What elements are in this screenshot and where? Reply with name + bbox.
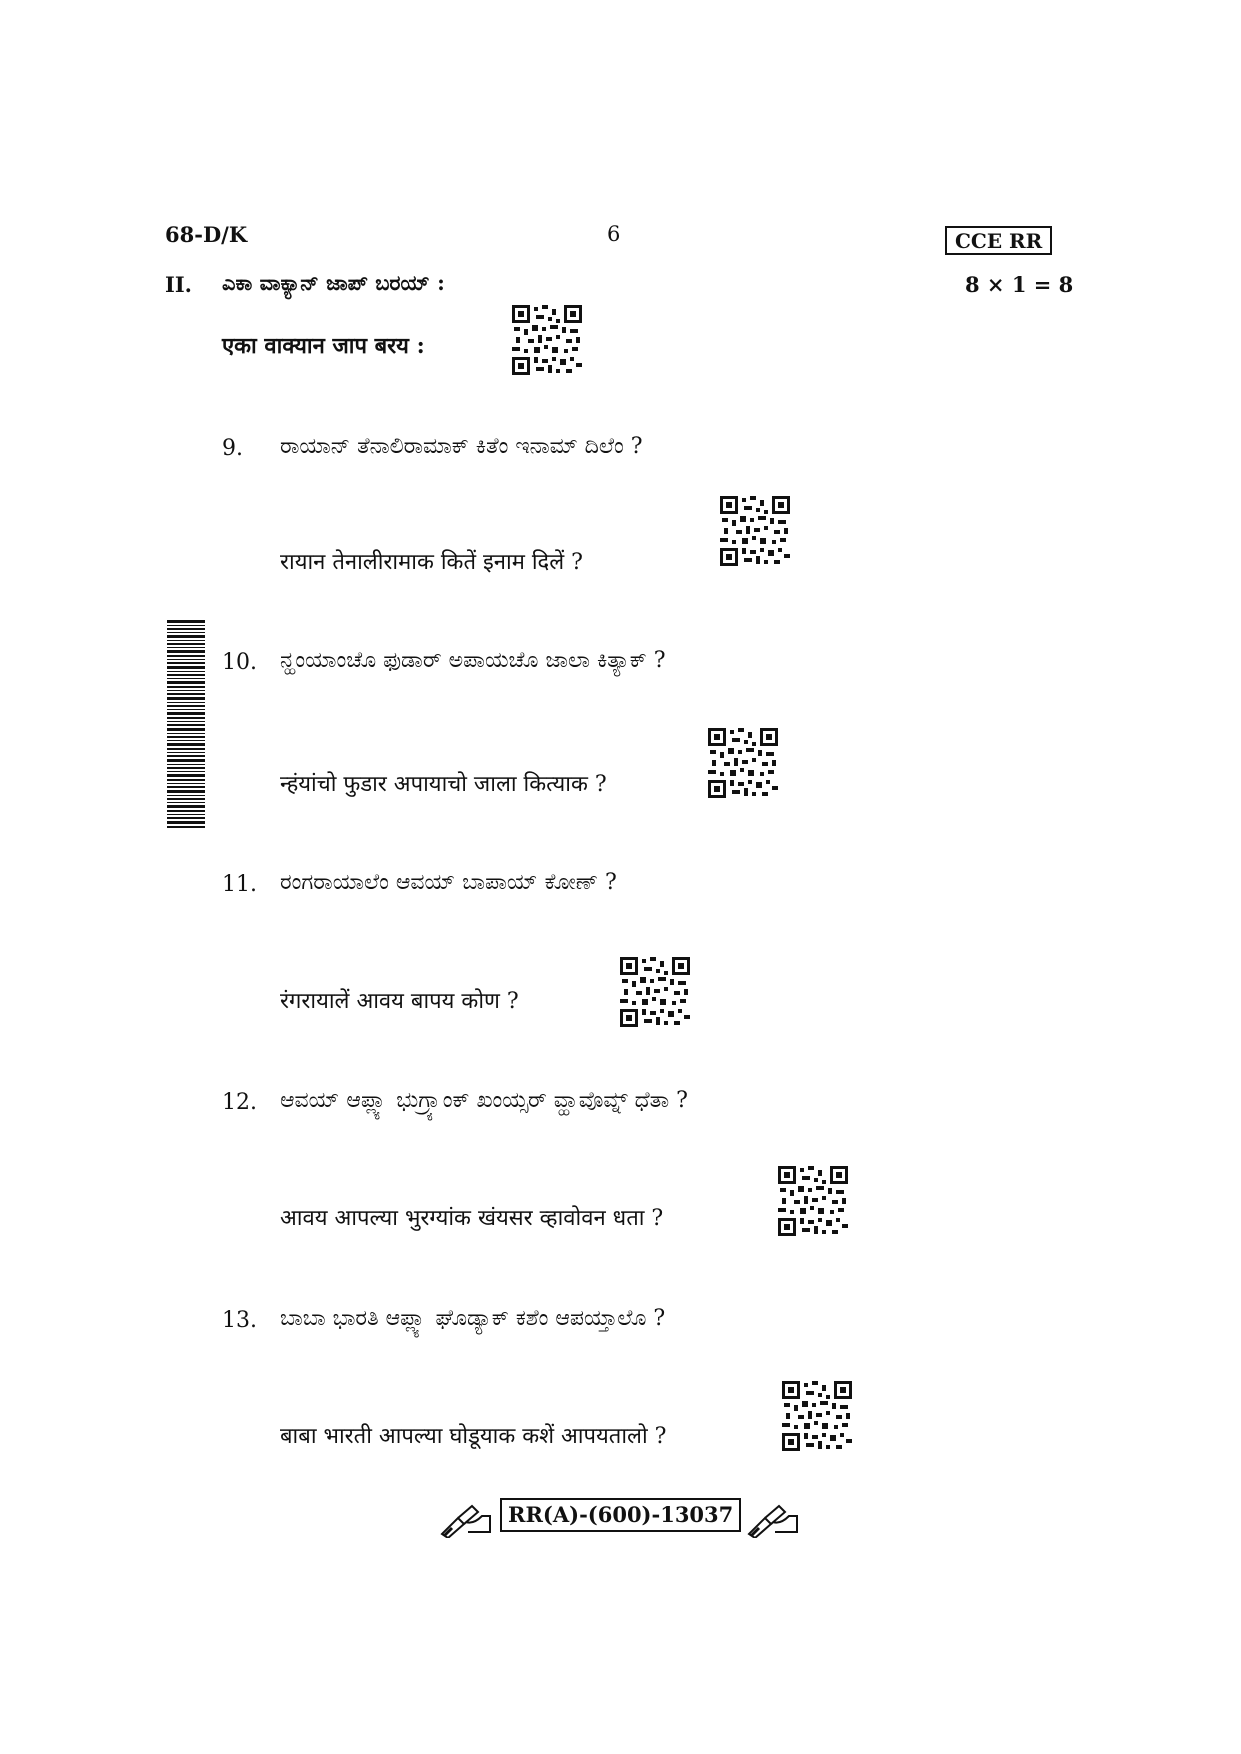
footer-code: RR(A)-(600)-13037 [500,1498,741,1532]
page-number: 6 [607,222,621,246]
question-text-kannada: ರಂಗರಾಯಾಲೆಂ ಆವಯ್ ಬಾಪಾಯ್ ಕೋಣ್ ? [280,870,617,895]
question-number: 13. [222,1308,257,1333]
question-text-devanagari: रंगरायालें आवय बापय कोण ? [280,989,519,1014]
qr-code-icon [512,305,582,375]
question-number: 9. [222,436,243,461]
section-instruction-kannada: ಎಕಾ ವಾಕ್ಯಾನ್ ಜಾಪ್ ಬರಯ್ : [222,270,445,295]
question-text-kannada: ಬಾಬಾ ಭಾರತಿ ಆಪ್ಲ್ಯಾ ಘೊಡ್ಯಾಕ್ ಕಶೆಂ ಆಪಯ್ತಾಲೊ ? [280,1306,666,1331]
barcode-icon [167,620,205,830]
exam-scheme-box: CCE RR [945,226,1052,255]
question-text-kannada: ರಾಯಾನ್ ತೆನಾಲಿರಾಮಾಕ್ ಕಿತೆಂ ಇನಾಮ್ ದಿಲೆಂ ? [280,434,643,459]
question-text-kannada: ಆವಯ್ ಆಪ್ಲ್ಯಾ ಭುಗ್ರ್ಯಾಂಕ್ ಖಂಯ್ಸರ್ ವ್ಹಾವೊವ್ನ್ ಧೆತಾ ? [280,1088,688,1113]
paper-code: 68-D/K [165,222,248,247]
question-text-devanagari: रायान तेनालीरामाक कितें इनाम दिलें ? [280,550,583,575]
qr-code-icon [778,1166,848,1236]
question-text-devanagari: आवय आपल्या भुरग्यांक खंयसर व्हावोवन धता ? [280,1206,664,1231]
writing-hand-icon [745,1498,801,1538]
section-number: II. [165,272,192,297]
section-instruction-devanagari: एका वाक्यान जाप बरय : [222,333,425,359]
qr-code-icon [720,496,790,566]
question-text-devanagari: न्हंयांचो फुडार अपायाचो जाला कित्याक ? [280,772,607,797]
qr-code-icon [620,957,690,1027]
section-marks: 8 × 1 = 8 [965,272,1074,297]
question-number: 12. [222,1090,257,1115]
question-text-kannada: ನ್ಹಂಯಾಂಚೊ ಫುಡಾರ್ ಅಪಾಯಚೊ ಜಾಲಾ ಕಿತ್ಯಾಕ್ ? [280,648,666,673]
question-number: 10. [222,650,257,675]
qr-code-icon [708,728,778,798]
qr-code-icon [782,1381,852,1451]
question-text-devanagari: बाबा भारती आपल्या घोडूयाक कशें आपयतालो ? [280,1424,667,1449]
writing-hand-icon [438,1498,494,1538]
question-number: 11. [222,872,257,897]
